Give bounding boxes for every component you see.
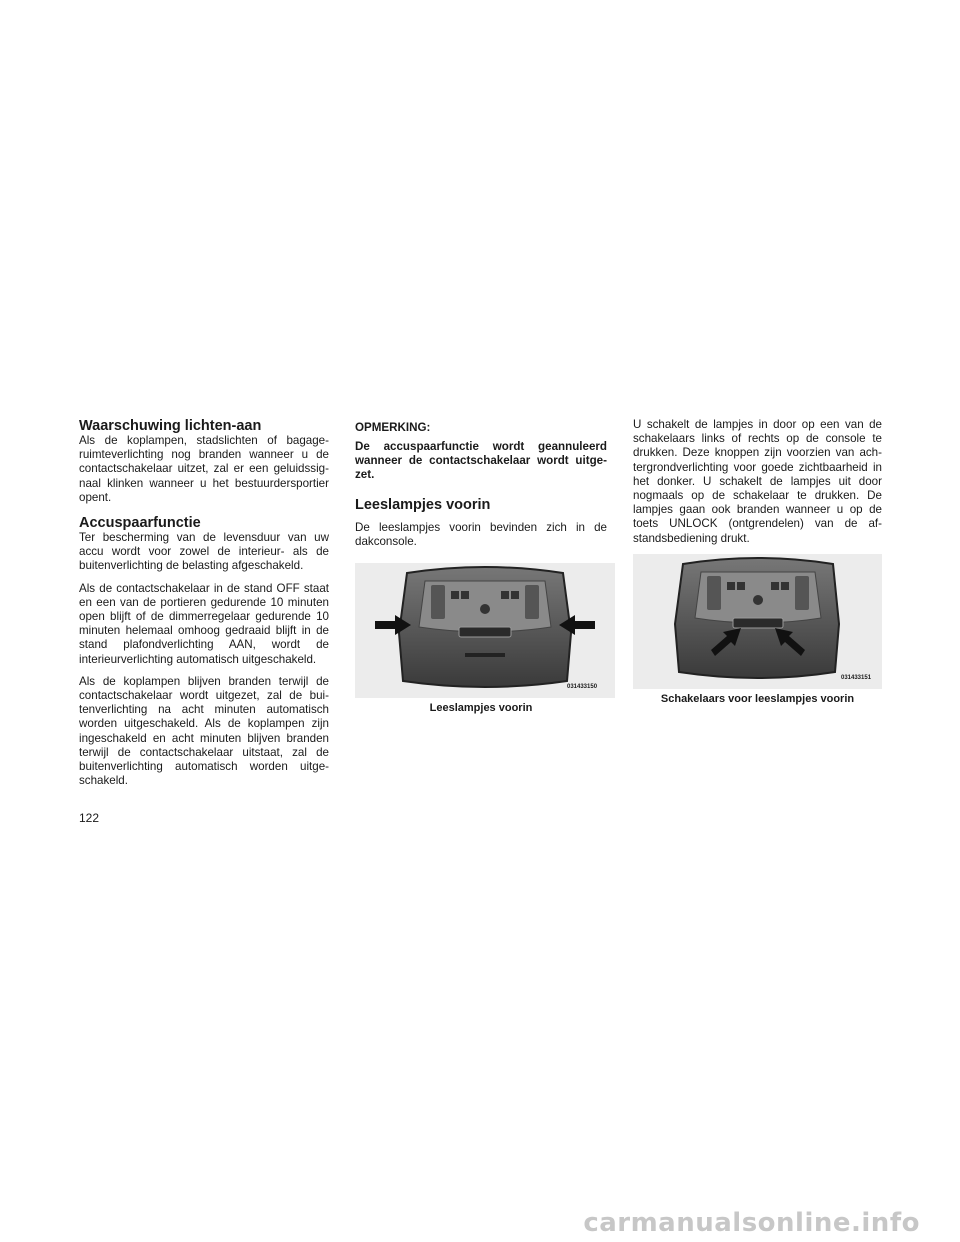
figure-caption: Leeslampjes voorin [429, 702, 533, 715]
heading-battery-saver: Accuspaarfunctie [79, 515, 201, 532]
watermark-text: carmanualsonline.info [583, 1208, 920, 1238]
paragraph-battery-saver-1: Ter bescherming van de levensduur van uw accu wordt voor zowel de interieur- als de buitenverlichting de belasting afgeschakeld. [79, 531, 329, 573]
paragraph-front-reading-lamps: De leeslampjes voorin bevinden zich in de dakconsole. [355, 520, 607, 548]
paragraph-battery-saver-3: Als de koplampen blijven branden terwijl de contactschakelaar wordt uitgezet, zal de bui-tenverlichting na acht minuten automatisch worden uitgeschakeld. Als de koplampen zijn ingeschakeld en acht minuten blijven branden terwijl de contactschakelaar uitstaat, zal de buitenverlichting automatisch worden uitge-schakeld. [79, 674, 329, 788]
note-title: OPMERKING: [355, 421, 431, 434]
paragraph-lights-on-warning: Als de koplampen, stadslichten of bagage-ruimteverlichting nog branden wanneer u de contactschakelaar uitzet, zal er een geluidssig-naal klinken wanneer u het bestuurdersportier opent. [79, 434, 329, 504]
page-number: 122 [79, 811, 100, 825]
figure-caption: Schakelaars voor leeslampjes voorin [660, 692, 855, 705]
figure-id: 031433150 [567, 684, 598, 691]
console-switches-image [633, 554, 882, 689]
note-body: De accuspaarfunctie wordt geannuleerd wanneer de contactschakelaar wordt uitge-zet. [355, 440, 607, 482]
column-middle [355, 418, 607, 714]
heading-front-reading-lamps: Leeslampjes voorin [355, 496, 491, 513]
paragraph-battery-saver-2: Als de contactschakelaar in de stand OFF staat en een van de portieren gedurende 10 minuten open blijft of de dimmerregelaar gedurende 10 minuten helemaal omhoog gedraaid blijft in de stand plafondverlichting AAN, wordt de interieurverlichting automatisch uitgeschakeld. [79, 581, 329, 666]
figure-reading-lamp-switches [633, 554, 882, 705]
figure-reading-lamps [355, 563, 607, 714]
figure-id: 031433151 [841, 674, 872, 681]
paragraph-switch-operation: U schakelt de lampjes in door op een van de schakelaars links of rechts op de console te drukken. Deze knoppen zijn voorzien van ach-tergrondverlichting voor goede zichtbaarheid in het donker. U schakelt de lampjes uit door nogmaals op de schakelaar te drukken. De lampjes gaan ook branden wanneer u op de toets UNLOCK (ontgrendelen) van de af-standsbediening drukt. [633, 418, 882, 545]
column-right [633, 418, 882, 705]
overhead-console-image [355, 563, 615, 698]
heading-lights-on-warning: Waarschuwing lichten-aan [79, 418, 262, 434]
column-left [79, 418, 329, 796]
